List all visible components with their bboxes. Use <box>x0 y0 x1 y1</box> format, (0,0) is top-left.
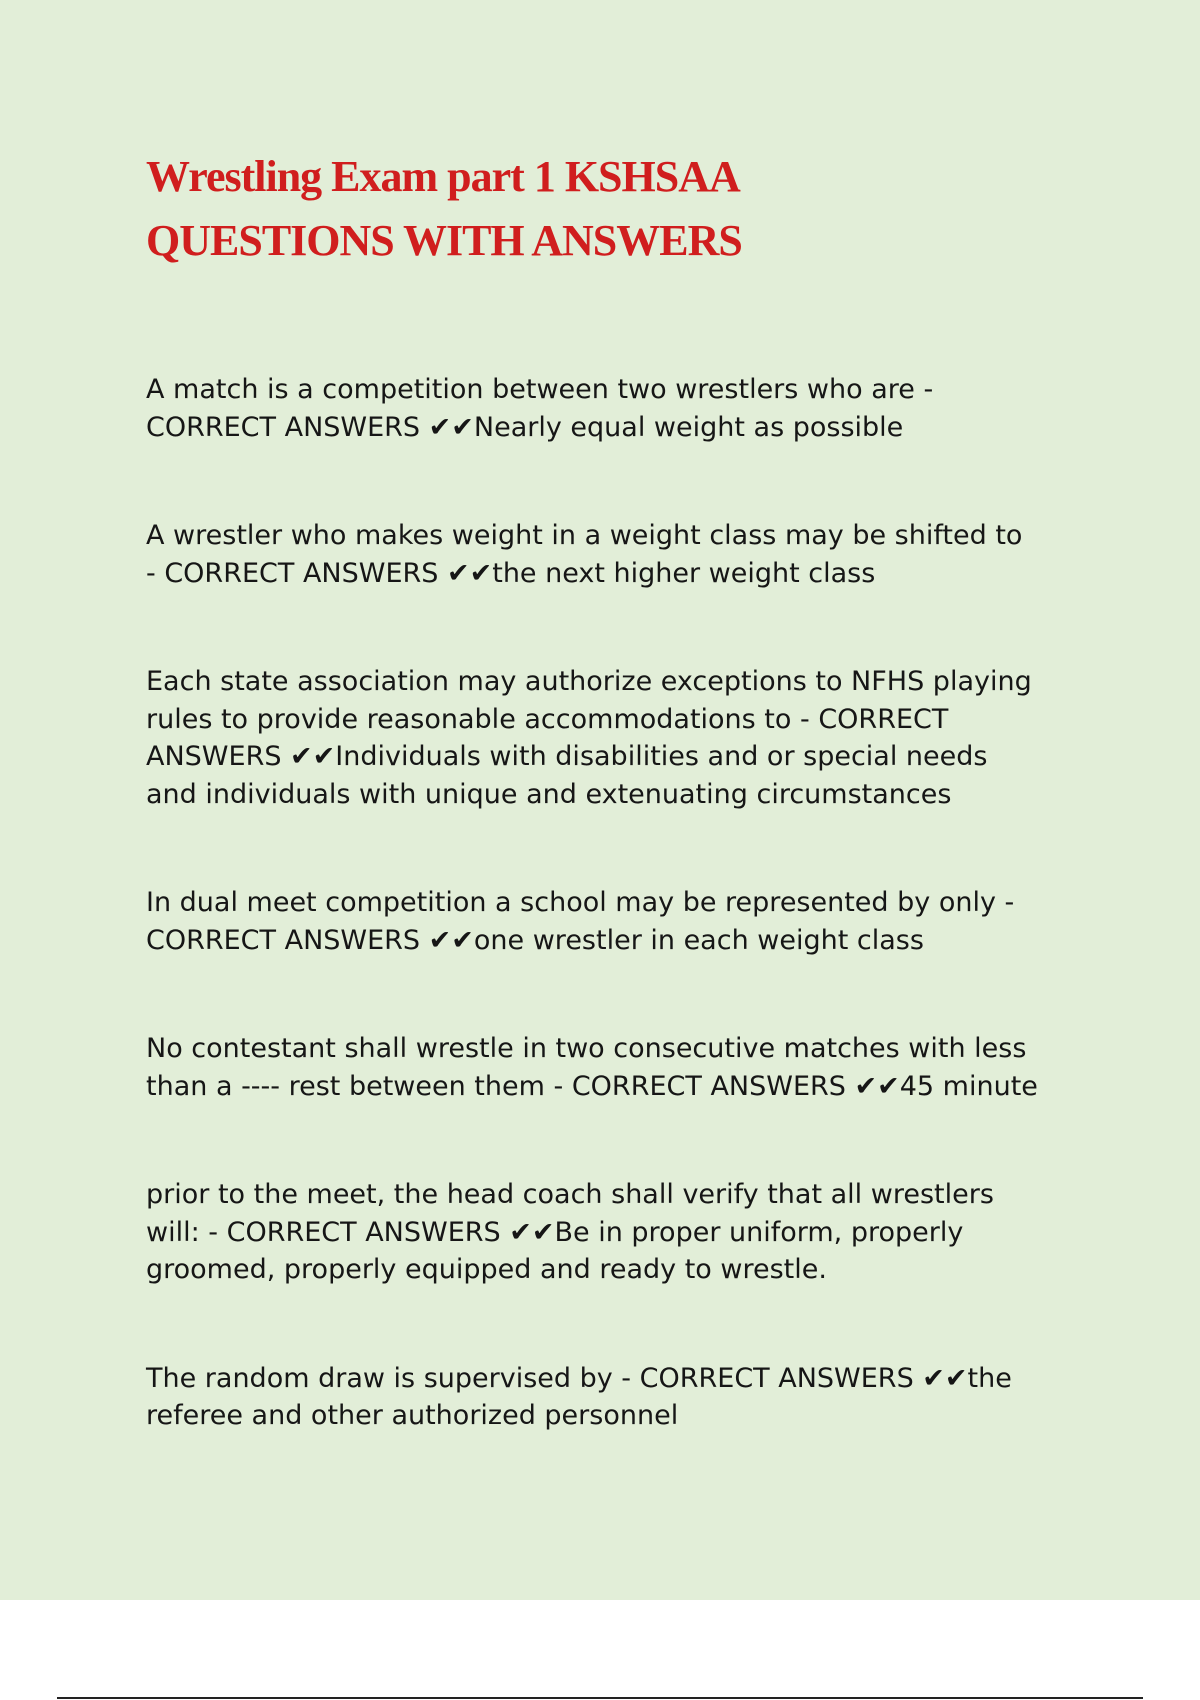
qa-item-7: The random draw is supervised by - CORRECT ANSWERS ✔✔the referee and other authorized personnel <box>146 1362 1012 1431</box>
title-line-1: Wrestling Exam part 1 KSHSAA <box>146 152 740 201</box>
qa-item-1: A match is a competition between two wrestlers who are - CORRECT ANSWERS ✔✔Nearly equal weight as possible <box>146 374 934 443</box>
qa-item-4: In dual meet competition a school may be represented by only - CORRECT ANSWERS ✔✔one wrestler in each weight class <box>146 887 1015 956</box>
footer-divider <box>57 1697 1143 1699</box>
qa-item-5: No contestant shall wrestle in two consecutive matches with less than a ---- rest between them - CORRECT ANSWERS ✔✔45 minute <box>146 1033 1038 1102</box>
qa-item-2: A wrestler who makes weight in a weight class may be shifted to - CORRECT ANSWERS ✔✔the next higher weight class <box>146 520 1023 589</box>
qa-item-3: Each state association may authorize exceptions to NFHS playing rules to provide reasonable accommodations to - CORRECT ANSWERS ✔✔Individuals with disabilities and or special needs and individuals with unique and extenuating circumstances <box>146 666 1032 810</box>
qa-item-6: prior to the meet, the head coach shall verify that all wrestlers will: - CORRECT ANSWERS ✔✔Be in proper uniform, properly groomed, properly equipped and ready to wrestle. <box>146 1179 994 1285</box>
document-title <box>146 145 1106 273</box>
document-body <box>146 145 1106 1435</box>
title-line-2: QUESTIONS WITH ANSWERS <box>146 216 742 265</box>
qa-list <box>146 371 1106 1435</box>
